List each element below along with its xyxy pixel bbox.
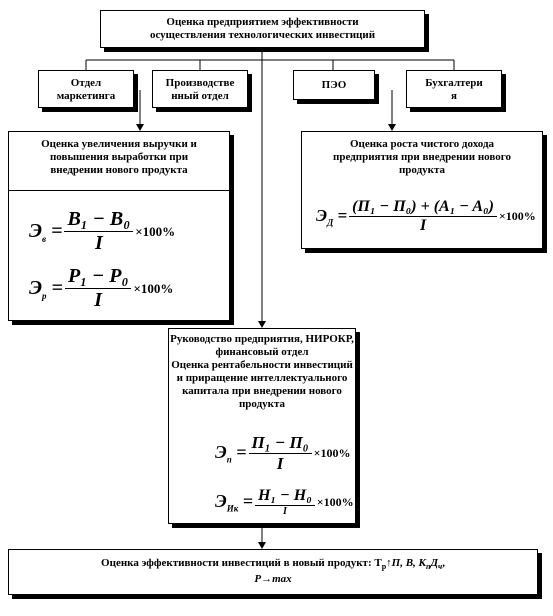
department-production (152, 70, 248, 108)
department-label: маркетинга (56, 90, 116, 102)
top-box-line2: осуществления технологических инвестиций (149, 29, 376, 41)
profitability-box-title: Оценка рентабельности инвестиций (171, 359, 353, 371)
formula-numerator: P₁ − P₀ (65, 265, 132, 289)
net-income-formula: $Э_Д$ = $\frac{\text{(П₁ − П₀) + (A₁ − A₀)}}{I}$ ×100% (316, 198, 536, 234)
intellectual-capital-formula: $Э_{Ик}$ = $\frac{\text{Н₁ − Н₀}}{I}$ ×100% (215, 487, 354, 517)
net-income-box-title: предприятия при внедрении нового (333, 151, 511, 163)
formula-numerator: (П₁ − П₀) + (A₁ − A₀) (349, 198, 497, 217)
formula-denominator: I (419, 217, 427, 234)
formula-denominator: I (94, 289, 103, 311)
revenue-box-title: Оценка увеличения выручки и (41, 138, 197, 150)
investment-efficiency-line1: Оценка эффективности инвестиций в новый продукт: $Т_р↑П$, В, $К_пД_ч$, (101, 557, 445, 572)
top-box (100, 10, 425, 48)
top-box-line1: Оценка предприятием эффективности (166, 16, 359, 28)
profitability-box-title: Руководство предприятия, НИРОКР, (170, 333, 354, 345)
investment-efficiency-box (8, 549, 538, 595)
profitability-box-title: и приращение интеллектуального (176, 372, 348, 384)
profitability-box-title: продукта (238, 398, 286, 410)
investment-efficiency-line2: Р→max (254, 573, 292, 586)
department-label: Отдел (70, 77, 102, 89)
department-label: Производстве (165, 77, 235, 89)
profitability-box-title: финансовый отдел (215, 346, 309, 358)
department-label: нный отдел (171, 90, 229, 102)
revenue-formula: $Э_в$ = $\frac{\text{B₁ − B₀}}{I}$ ×100% (29, 208, 176, 254)
formula-numerator: П₁ − П₀ (249, 433, 312, 454)
department-label: ПЭО (321, 79, 347, 91)
net-income-box (301, 131, 543, 249)
department-label: я (451, 90, 457, 102)
profitability-box-title: капитала при внедрении нового (182, 385, 342, 397)
formula-numerator: B₁ − B₀ (64, 208, 133, 232)
department-accounting (406, 70, 502, 108)
formula-denominator: I (276, 454, 284, 473)
profitability-formula: $Э_п$ = $\frac{\text{П₁ − П₀}}{I}$ ×100% (215, 433, 351, 473)
formula-denominator: I (282, 506, 287, 517)
net-income-box-title: Оценка роста чистого дохода (349, 138, 495, 150)
department-peo (293, 70, 375, 100)
formula-denominator: I (94, 232, 103, 254)
department-marketing (38, 70, 134, 108)
department-label: Бухгалтери (425, 77, 483, 89)
revenue-box (8, 131, 230, 321)
net-income-box-title: продукта (398, 164, 446, 176)
profitability-box (168, 328, 356, 524)
revenue-box-title: повышения выработки при (49, 151, 189, 163)
formula-numerator: Н₁ − Н₀ (255, 487, 315, 506)
productivity-formula: $Э_р$ = $\frac{\text{P₁ − P₀}}{I}$ ×100% (29, 265, 174, 311)
revenue-box-title: внедрении нового продукта (50, 164, 188, 176)
